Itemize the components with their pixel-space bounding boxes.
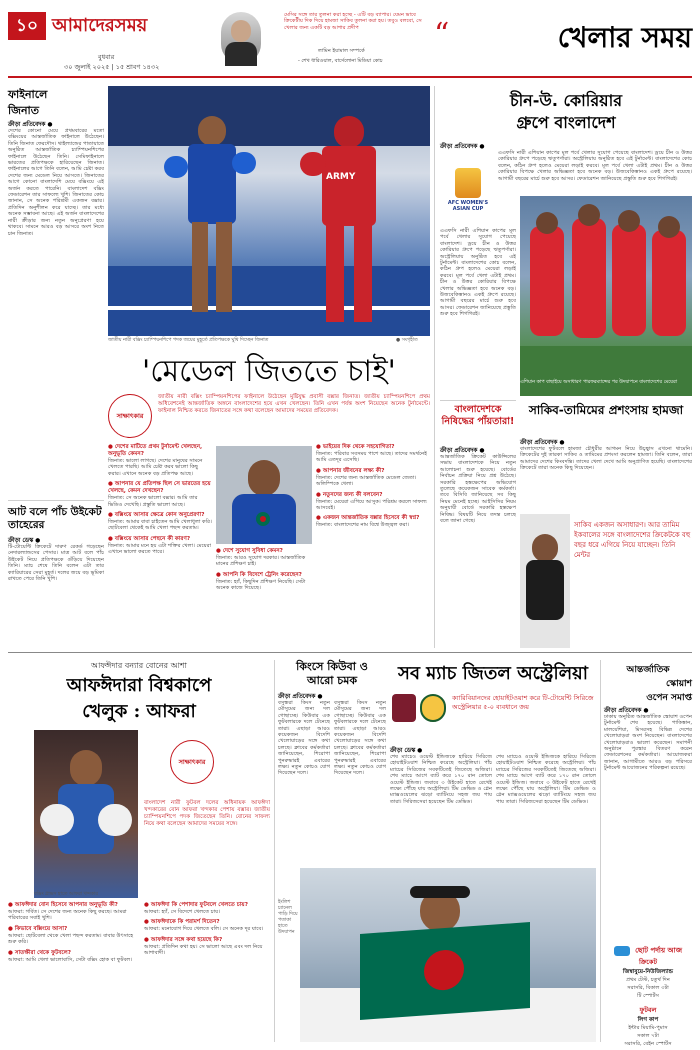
afra-headline-1: আফঈদারা বিশ্বকাপে	[66, 675, 212, 696]
afra-qa-left	[8, 902, 136, 1042]
section-title: খেলার সময়	[557, 21, 692, 54]
boxing-kicker-2: জিনাত	[8, 104, 39, 117]
interview-badge-label: সাক্ষাৎকার	[116, 412, 144, 420]
intl-body: ঢাকায় অনুষ্ঠিত আন্তর্জাতিক স্কোয়াশ ওপেন টুর্নামেন্ট শেষ হয়েছে। পাকিস্তান, মালয়েশিয়া, মিসরসহ বিভিন্ন দেশের খেলোয়াড়রা অংশ নিয়েছেন। বাংলাদেশের খেলোয়াড়রাও ভালো করেছেন। সমাপনী অনুষ্ঠানে পুরস্কার বিতরণ করেন ফেডারেশনের কর্মকর্তারা। আয়োজকরা জানান, আগামীতে আরও বড় পরিসরে টুর্নামেন্ট আয়োজনের পরিকল্পনা রয়েছে।	[604, 714, 694, 772]
tv-guide-title: ছোট পর্দায় আজ	[604, 940, 692, 954]
qa-item: ● আপনার জীবনের লক্ষ্য কী? জিনাত: দেশের জন্য আন্তর্জাতিক মেডেল জেতা। অলিম্পিকে খেলা।	[316, 467, 417, 488]
masthead	[8, 6, 692, 76]
qa-item: ● বক্সিংয়ে আসার পেছনে কী কারণ? জিনাত: আমার মনে হয় এটা শক্তির খেলা। মেয়েরা এখানে ভালো করতে পারে।	[108, 535, 211, 556]
afra-interview-badge-label: সাক্ষাৎকার	[178, 758, 206, 766]
quote-text: মেসির সঙ্গে তার তুলনা করা হচ্ছে - এটি বড় ব্যাপার। যেমন ভাবে ক্রিকেটীয় দিক দিয়ে হামজা সাকিব তুলনা করা হয়। তবুও বলবো, সে খেলার জন্য একটি বড় আশার প্রদীপ	[284, 12, 422, 31]
column-divider	[600, 660, 601, 1042]
boxing-headline: 'মেডেল জিততে চাই'	[142, 354, 396, 389]
football-headline-1: চীন-উ. কোরিয়ার	[509, 91, 623, 110]
tv-guide-item: ক্রিকেট জিম্বাবুয়ে-নিউজিল্যান্ড প্রথম টেস্ট, চতুর্থ দিন সরাসরি, বিকাল ৩টা টি স্পোর্টস	[622, 958, 674, 999]
afra-qa-right	[144, 902, 270, 1042]
hamza-headline: সাকিব-তামিমের প্রশংসায় হামজা	[528, 403, 684, 417]
football-byline: ক্রীড়া প্রতিবেদক ●	[440, 144, 485, 150]
publish-date: ৩০ জুলাই ২০২৫ | ১৫ শ্রাবণ ১৪৩২	[64, 63, 160, 71]
qa-item: ● আফঈদাকে কি পরামর্শ দিতেন? আফরা: মনোযোগ দিয়ে খেলতে বলি। সে অনেক দূর যাবে।	[144, 919, 264, 933]
divider	[8, 500, 104, 501]
boxing-photo-credit: ● সংগৃহীত	[396, 338, 418, 343]
taher-body: টি-টোয়েন্টি ক্রিকেটে দারুণ রেকর্ড গড়েছেন নেদারল্যান্ডসের পেসার। মাত্র আট বলে পাঁচ উইকেট নিয়ে প্রতিপক্ষকে গুঁড়িয়ে দিয়েছেন তিনি। ম্যাচ শেষে তিনি বলেন এটা তার ক্যারিয়ারের সেরা মুহূর্ত। দলের জয়ে বড় ভূমিকা রাখতে পেরে তিনি খুশি।	[8, 544, 106, 583]
qa-item: ● একজন আন্তর্জাতিক বক্সার হিসেবে কী স্বপ্ন? জিনাত: বাংলাদেশের নাম বিশ্বে উজ্জ্বল করা।	[316, 515, 420, 529]
paper-name: আমাদেরসময়	[52, 15, 148, 36]
football-body: এএফসি নারী এশিয়ান কাপের মূল পর্বে খেলার সুযোগ পেয়েছে বাংলাদেশ। ড্রয়ে চীন ও উত্তর কোরিয়ার গ্রুপে পড়েছে ঋতুপর্ণারা। অস্ট্রেলিয়ায় অনুষ্ঠিত হবে এই টুর্নামেন্ট। বাংলাদেশের কোচ বলেন, কঠিন গ্রুপ হলেও মেয়েরা লড়াই করবে। মূল পর্বে খেলা এটাই প্রথম। চীন ও উত্তর কোরিয়ার বিপক্ষে খেলার অভিজ্ঞতা হবে অনেক বড়। উজবেকিস্তানও একই গ্রুপে রয়েছে। আগামী বছরের মার্চে শুরু হবে আসর। ফেডারেশন জানিয়েছে প্রস্তুতি শুরু হবে শিগগিরই।	[498, 150, 694, 182]
section-rule	[8, 652, 692, 653]
afra-intro: বাংলাদেশ নারী ফুটবল দলের অধিনায়ক আফঈদা খন্দকারের বোন আফরা খন্দকার পেশায় বক্সার। জাতীয় চ্যাম্পিয়নশিপে পদক জিতেছেন তিনি। বোনের সাফল্য নিয়ে কথা বলেছেন আমাদের সময়ের সঙ্গে।	[144, 800, 272, 827]
taher-byline: ক্রীড়া ডেস্ক ●	[8, 538, 41, 544]
quote-attribution: - শেখ ধারিওয়াল, বার্সেলোনা মিডিয়া কোচ	[298, 58, 383, 64]
hamza-byline: ক্রীড়া প্রতিবেদক ●	[520, 440, 565, 446]
qa-item: ● আফঈদার বোন হিসেবে আপনার অনুভূতি কী? আফরা: গর্বিত। সে দেশের জন্য অনেক কিছু করছে। আমরা পরিবারের সবাই খুশি।	[8, 902, 127, 922]
aus-logo-icon	[420, 694, 446, 722]
publish-day: বুধবার	[98, 53, 115, 61]
australia-body-2: শেষ ম্যাচেও ওয়েস্ট ইন্ডিজকে হারিয়ে সিরিজে হোয়াইটওয়াশ নিশ্চিত করেছে অস্ট্রেলিয়া। পাঁচ ম্যাচের সিরিজের সবকটিতেই জিতেছে অজিরা। শেষ ম্যাচে আগে ব্যাট করে ১৭০ রান তোলে ওয়েস্ট ইন্ডিজ। জবাবে ৩ উইকেট হাতে রেখেই লক্ষ্যে পৌঁছে যায় অস্ট্রেলিয়া। টিম ডেভিড ও গ্লেন ম্যাক্সওয়েলের ঝড়ো ব্যাটিংয়ে সহজ জয় পায় তারা। সিরিজসেরা হয়েছেন টিম ডেভিড।	[496, 754, 598, 805]
swim-photo-caption: ইংলিশ চ্যানেল পাড়ি দিয়ে পতাকা হাতে উদযাপন	[278, 900, 298, 935]
boxing-kicker: ফাইনালে	[8, 88, 48, 101]
football-body-2: এএফসি নারী এশিয়ান কাপের মূল পর্বে খেলার সুযোগ পেয়েছে বাংলাদেশ। ড্রয়ে চীন ও উত্তর কোরিয়ার গ্রুপে পড়েছে ঋতুপর্ণারা। অস্ট্রেলিয়ায় অনুষ্ঠিত হবে এই টুর্নামেন্ট। বাংলাদেশের কোচ বলেন, কঠিন গ্রুপ হলেও মেয়েরা লড়াই করবে। মূল পর্বে খেলা এটাই প্রথম। চীন ও উত্তর কোরিয়ার বিপক্ষে খেলার অভিজ্ঞতা হবে অনেক বড়। উজবেকিস্তানও একই গ্রুপে রয়েছে। আগামী বছরের মার্চে শুরু হবে আসর। ফেডারেশন জানিয়েছে প্রস্তুতি শুরু হবে শিগগিরই।	[440, 228, 518, 318]
australia-byline: ক্রীড়া ডেস্ক ●	[390, 748, 423, 754]
qa-item: ● নতুনদের জন্য কী বলবেন? জিনাত: মেয়েরা এগিয়ে আসুক। পরিশ্রম করলে সাফল্য আসবেই।	[316, 491, 427, 512]
qa-item: ● বক্সিংয়ে আসার ক্ষেত্রে কোন অনুপ্রেরণা? জিনাত: আমার বাবা চাইতেন আমি খেলাধুলা করি। ছোটবেলা থেকেই আমি খেলা পছন্দ করতাম।	[108, 512, 212, 532]
qa-item: ● আফঈদার সঙ্গে কথা হয়েছে কি? আফরা: প্রতিদিন কথা হয়। সে ভালো আছে এবং দল নিয়ে আশাবাদী।	[144, 936, 263, 957]
boxer-red: ARMY	[308, 116, 388, 326]
afra-photo-caption: বক্সিং গ্লাভস হাতে আফরা খন্দকার	[34, 892, 98, 897]
qa-item: ● ভাইয়ের দিক থেকে সহযোগিতা? জিনাত: পরিবার সবসময় পাশে আছে। তাদের সমর্থনেই আমি এতদূর এসেছি।	[316, 444, 427, 464]
afc-logo-text: AFC WOMEN'S ASIAN CUP	[447, 200, 489, 212]
football-photo	[520, 196, 692, 396]
kings-body: বসুন্ধরা কিংস নতুন মৌসুমের জন্য দল গোছাচ্ছে। কিউবার এক ফুটবলারকে দলে টেনেছে তারা। এছাড়া আরও কয়েকজন বিদেশি খেলোয়াড়ের সঙ্গে কথা চলছে। ক্লাবের কর্মকর্তারা জানিয়েছেন, শিরোপা পুনরুদ্ধারই এবারের লক্ষ্য। নতুন কোচও যোগ দিয়েছেন দলে।	[278, 700, 332, 777]
interview-badge	[108, 394, 152, 438]
intl-headline-1: স্কোয়াশ	[666, 679, 692, 689]
masthead-rule	[8, 76, 692, 78]
tv-guide	[604, 940, 692, 1047]
intl-byline: ক্রীড়া প্রতিবেদক ●	[604, 708, 649, 714]
quote-portrait	[221, 12, 261, 64]
zinat-portrait	[216, 446, 312, 544]
kings-byline: ক্রীড়া প্রতিবেদক ●	[278, 694, 323, 700]
divider	[440, 400, 516, 401]
qa-item: ● আপনার যে প্রতিপক্ষ ছিল সে ভারতের হয়ে খেলছে, কেমন দেখছেন? জিনাত: সে অনেক ভালো বক্সার। আমি তার ভিডিও দেখেছি। প্রস্তুতি ভালো আছে।	[108, 481, 211, 508]
boxing-photo	[108, 86, 430, 336]
column-divider	[434, 86, 435, 648]
boxing-qa-right-2	[316, 444, 430, 648]
wi-logo-icon	[392, 694, 416, 722]
qa-item: ● আফঈদা কি পেশাদার ফুটবলে খেলতে চায়? আফরা: হ্যাঁ, সে বিদেশে খেলতে চায়।	[144, 902, 248, 915]
qa-item: ● দেশের মাটিতে প্রথম টুর্নামেন্ট খেলছেন, অনুভূতি কেমন? জিনাত: ভালো লাগছে। দেশের মানুষের সামনে খেলতে পারছি। আমি চেষ্টা করব ভালো কিছু করার। এখানে অনেক বড় প্রতিপক্ষ আছে।	[108, 444, 203, 477]
bangladesh-flag	[360, 922, 530, 1020]
australia-body: শেষ ম্যাচেও ওয়েস্ট ইন্ডিজকে হারিয়ে সিরিজে হোয়াইটওয়াশ নিশ্চিত করেছে অস্ট্রেলিয়া। পাঁচ ম্যাচের সিরিজের সবকটিতেই জিতেছে অজিরা। শেষ ম্যাচে আগে ব্যাট করে ১৭০ রান তোলে ওয়েস্ট ইন্ডিজ। জবাবে ৩ উইকেট হাতে রেখেই লক্ষ্যে পৌঁছে যায় অস্ট্রেলিয়া। টিম ডেভিড ও গ্লেন ম্যাক্সওয়েলের ঝড়ো ব্যাটিংয়ে সহজ জয় পায় তারা। সিরিজসেরা হয়েছেন টিম ডেভিড।	[390, 754, 494, 805]
channel-swim-photo	[300, 868, 596, 1042]
boxing-qa-right	[216, 548, 312, 648]
boxing-byline: ক্রীড়া প্রতিবেদক ●	[8, 122, 53, 128]
afc-logo	[442, 168, 494, 222]
pataya-byline: ক্রীড়া প্রতিবেদক ●	[440, 448, 485, 454]
boxing-photo-caption: জাতীয় নারী বক্সিং চ্যাম্পিয়নশিপে পদক জয়ের মুহূর্তে প্রতিপক্ষকে ঘুষি দিচ্ছেন জিনাত	[108, 338, 269, 343]
boxing-intro: জাতীয় নারী বক্সিং চ্যাম্পিয়নশিপের ফাইনালে উঠেছেন মুষ্টিযুদ্ধ প্রবাসী বক্সার জিনাত। জাতীয় চ্যাম্পিয়নশিপে প্রথম অধিবেশনেই আন্তর্জাতিক অঙ্গনে বাংলাদেশের হয়ে এখন খেলছেন। তিনি এখন পর্যন্ত অংশ নিয়েছেন অনেক টুর্নামেন্টে। ফাইনাল নিশ্চিত করতে জিনাতের সঙ্গে কথা বলেছেন আমাদের সময়ের প্রতিবেদক।	[158, 394, 432, 414]
kings-headline-2: আরো চমক	[306, 674, 358, 687]
kings-body-2: বসুন্ধরা কিংস নতুন মৌসুমের জন্য দল গোছাচ্ছে। কিউবার এক ফুটবলারকে দলে টেনেছে তারা। এছাড়া আরও কয়েকজন বিদেশি খেলোয়াড়ের সঙ্গে কথা চলছে। ক্লাবের কর্মকর্তারা জানিয়েছেন, শিরোপা পুনরুদ্ধারই এবারের লক্ষ্য। নতুন কোচও যোগ দিয়েছেন দলে।	[334, 700, 388, 777]
qa-item: ● দেশে সুযোগ সুবিধা কেমন? জিনাত: আরও সুযোগ দরকার। আন্তর্জাতিক মানের প্রশিক্ষণ চাই।	[216, 548, 306, 568]
tv-icon	[614, 946, 630, 956]
kings-headline-1: কিংসে কিউবা ও	[296, 660, 368, 673]
australia-headline: সব ম্যাচ জিতল অস্ট্রেলিয়া	[398, 663, 588, 684]
australia-deck: ক্যারিবিয়ানদের হোয়াইটওয়াশ করে টি-টোয়েন্টি সিরিজে অস্ট্রেলিয়ার ৫-০ ব্যবধানে জয়	[452, 694, 594, 711]
qa-item: ● আপনি কি বিদেশে ট্রেনিং করেছেন? জিনাত: হ্যাঁ, কিছুদিন প্রশিক্ষণ নিয়েছি। সেটা অনেক কাজে দিয়েছে।	[216, 571, 306, 592]
cricket-logos	[392, 694, 448, 728]
intl-headline-2: ওপেন সমাপ্ত	[646, 693, 692, 703]
pataya-headline-text: বাংলাদেশকে নিষিদ্ধের পাঁয়তারা!	[441, 404, 515, 427]
taher-headline: আট বলে পাঁচ উইকেট তাহেরের	[8, 506, 102, 531]
football-headline-2: গ্রুপে বাংলাদেশ	[516, 113, 616, 132]
boxing-body: দেশের কোনো মেয়ে প্রথমবারের মতো বক্সিংয়ের আন্তর্জাতিক ফাইনালে উঠেছেন। তিনি জিনাত ফেরদৌস। থাইল্যান্ডের পাতায়াতে অনুষ্ঠিত আন্তর্জাতিক চ্যাম্পিয়নশিপের ফাইনালে উঠেছেন তিনি। সেমিফাইনালে ভারতের প্রতিপক্ষকে হারিয়েছেন জিনাত। ফাইনালের আগে তিনি বলেন, আমি চেষ্টা করব দেশের জন্য মেডেল নিয়ে আসতে। জিনাতের আগে কোনো বাংলাদেশি মেয়ে বক্সিংয়ে এই অর্জন করতে পারেনি। বাংলাদেশ বক্সিং ফেডারেশন তার সাফল্যে খুশি। জিনাতের কোচ জানান, সে অনেক পরিশ্রমী একজন বক্সার। প্রতিদিন অনুশীলন করে যাচ্ছে। তার মধ্যে অনেক সম্ভাবনা আছে। এই অর্জন বাংলাদেশের নারী ক্রীড়ার জন্য নতুন অনুপ্রেরণা হয়ে থাকবে। সামনে আরও বড় আসরে অংশ নিতে চান জিনাত।	[8, 128, 106, 237]
column-divider	[274, 660, 275, 1042]
afra-interview-badge	[170, 740, 214, 784]
tv-guide-item: ফুটবল লিগ কাপ ইন্টার মিয়ামি-পুমাস সকাল ৭টা সরাসরি, বেইন স্পোর্টস	[624, 1006, 672, 1047]
qa-item: ● সাতক্ষীরা থেকে ফুটবলে? আফরা: আমি খেলা ভালোবাসি, সেটা বক্সিং হোক বা ফুটবল।	[8, 949, 133, 963]
hamza-pull-quote: সাকিব একজন অসাধারণ। আর তামিম ইকবালের সঙ্গে বাংলাদেশের ক্রিকেটকে বহু বছর ধরে এগিয়ে নিয়ে যাচ্ছেন। তিনি মেন্টর	[574, 521, 691, 559]
hamza-body: বাংলাদেশের ফুটবলে হামজা চৌধুরীর আগমন নিয়ে উচ্ছ্বাস এখনো থামেনি। ক্রিকেটের দুই তারকা সাকিব ও তামিমের প্রশংসা করলেন হামজা। তিনি বলেন, তারা আমাদের দেশের কিংবদন্তি। তাদের খেলা দেখে আমি অনুপ্রাণিত হয়েছি। বাংলাদেশের ক্রিকেটে তারা অনেক কিছু দিয়েছেন।	[520, 446, 694, 472]
qa-item: ● কিভাবে বক্সিংয়ে আসা? আফরা: ছোটবেলা থেকে খেলা পছন্দ করতাম। বাবার উৎসাহে শুরু করি।	[8, 925, 134, 946]
boxer-blue	[178, 116, 248, 316]
quote-mark-icon: “	[434, 17, 450, 52]
football-photo-caption: এশিয়ান কাপ বাছাইয়ে অসাধারণ পারফরম্যান্সের পর উদযাপনে বাংলাদেশের মেয়েরা	[520, 380, 677, 385]
boxing-qa-left	[108, 444, 212, 648]
afra-photo	[34, 730, 138, 898]
pataya-body: আন্তর্জাতিক ক্রিকেট কাউন্সিলের সভায় বাংলাদেশকে নিয়ে নতুন আলোচনা শুরু হয়েছে। বোর্ডের নির্বাচন প্রক্রিয়া নিয়ে প্রশ্ন উঠেছে। সরকারি হস্তক্ষেপের অভিযোগ তুলেছে কয়েকজন সাবেক কর্মকর্তা। তবে বিসিবি জানিয়েছে সব কিছু নিয়ম মেনেই হচ্ছে। আইসিসির নিয়ম অনুযায়ী বোর্ডে সরকারি হস্তক্ষেপ নিষিদ্ধ। বিষয়টি নিয়ে তদন্ত চলছে বলে জানা গেছে।	[440, 454, 518, 525]
flag-circle	[424, 949, 464, 992]
quote-author: লামিন ইয়ামাল সম্পর্কে	[318, 48, 365, 54]
afra-headline-2: খেলুক : আফরা	[82, 701, 196, 722]
afra-kicker: আফঈদার বন্যার বোনের আশা	[90, 661, 187, 670]
page-number: ১০	[8, 12, 46, 40]
hamza-portrait	[520, 514, 570, 648]
intl-kicker: আন্তর্জাতিক	[626, 665, 670, 675]
